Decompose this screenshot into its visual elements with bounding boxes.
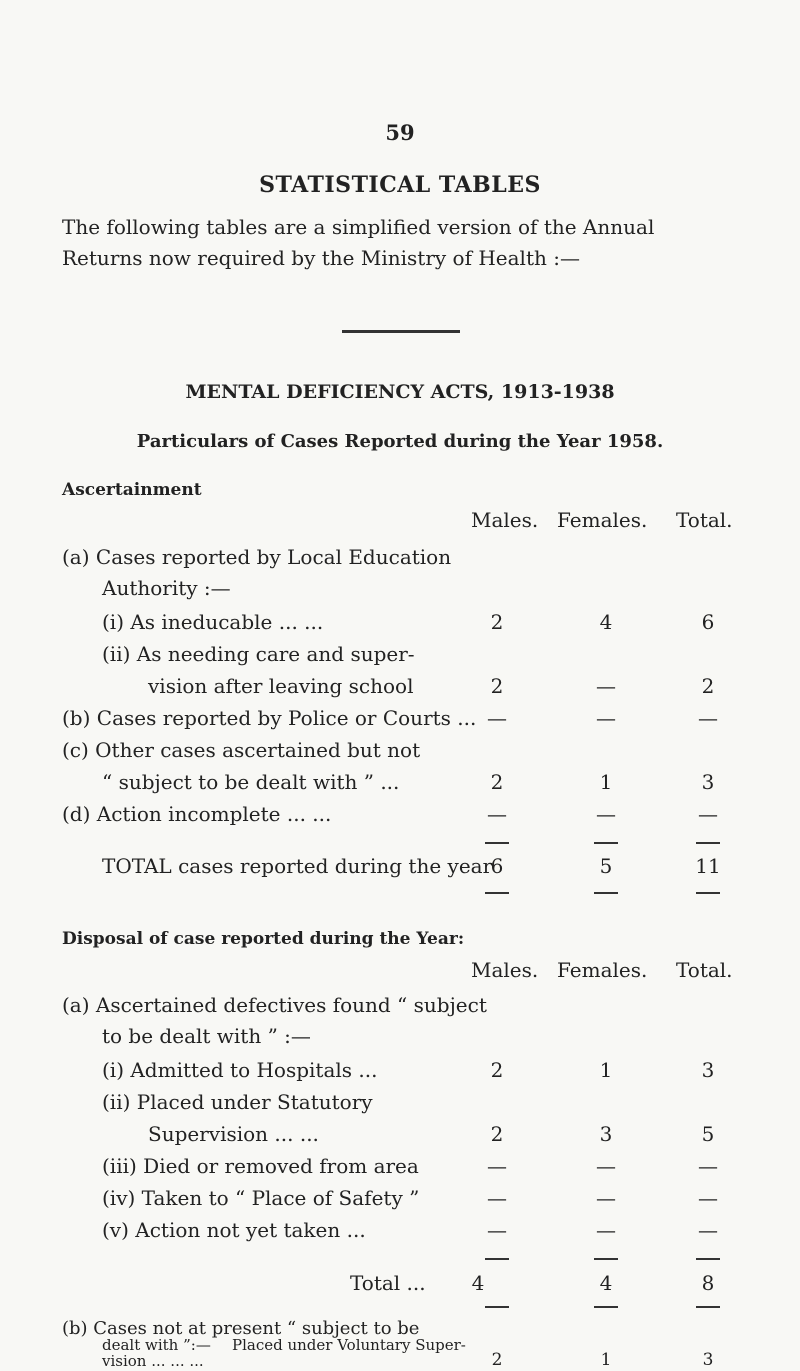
asc-ii-total: 2 bbox=[701, 674, 715, 698]
section-divider bbox=[342, 330, 460, 333]
asc-b-males: — bbox=[487, 706, 507, 730]
asc-c-males: 2 bbox=[490, 770, 504, 794]
disp-ii-females: 3 bbox=[599, 1122, 613, 1146]
disp-total-males: 4 bbox=[471, 1271, 485, 1295]
asc-c-line1: (c) Other cases ascertained but not bbox=[62, 738, 421, 762]
asc-d-females: — bbox=[596, 802, 616, 826]
disp-iv-label: (iv) Taken to “ Place of Safety ” bbox=[102, 1186, 420, 1210]
disp-b-line4: vision ... ... ... bbox=[102, 1352, 204, 1370]
disp-b-line1: (b) Cases not at present “ subject to be bbox=[62, 1318, 420, 1339]
disposal-heading: Disposal of case reported during the Year: bbox=[62, 929, 465, 949]
asc-total-total: 11 bbox=[695, 854, 721, 878]
asc-total-label: TOTAL cases reported during the year bbox=[102, 854, 493, 878]
disp-total-females: 4 bbox=[599, 1271, 613, 1295]
asc-rule-males-bottom bbox=[485, 892, 509, 894]
disp-iii-males: — bbox=[487, 1154, 507, 1178]
col-males-header: Males. bbox=[471, 508, 539, 532]
disp-total-total: 8 bbox=[701, 1271, 715, 1295]
disp-v-label: (v) Action not yet taken ... bbox=[102, 1218, 366, 1242]
page-number: 59 bbox=[385, 120, 415, 145]
asc-rule-females-top bbox=[594, 842, 618, 844]
asc-rule-total-bottom bbox=[696, 892, 720, 894]
intro-line-2: Returns now required by the Ministry of Health :— bbox=[62, 246, 580, 270]
disp-iv-males: — bbox=[487, 1186, 507, 1210]
disp-iv-females: — bbox=[596, 1186, 616, 1210]
asc-a-line2: Authority :— bbox=[102, 576, 231, 600]
disp-i-females: 1 bbox=[599, 1058, 613, 1082]
col-total-header: Total. bbox=[676, 508, 733, 532]
disp-ii-line1: (ii) Placed under Statutory bbox=[102, 1090, 373, 1114]
disp-b-total: 3 bbox=[702, 1350, 714, 1370]
asc-c-line2: “ subject to be dealt with ” ... bbox=[102, 770, 400, 794]
disposal-col-total-header: Total. bbox=[676, 958, 733, 982]
disp-total-label: Total ... bbox=[350, 1271, 426, 1295]
disp-ii-line2: Supervision ... ... bbox=[148, 1122, 319, 1146]
asc-i-label: (i) As ineducable ... ... bbox=[102, 610, 324, 634]
disp-rule-total-bottom bbox=[696, 1306, 720, 1308]
disp-iv-total: — bbox=[698, 1186, 718, 1210]
intro-line-1: The following tables are a simplified version of the Annual bbox=[62, 215, 655, 239]
disp-i-label: (i) Admitted to Hospitals ... bbox=[102, 1058, 378, 1082]
asc-rule-males-top bbox=[485, 842, 509, 844]
disp-rule-males-top bbox=[485, 1258, 509, 1260]
ascertainment-heading: Ascertainment bbox=[62, 480, 202, 500]
disp-iii-label: (iii) Died or removed from area bbox=[102, 1154, 419, 1178]
disp-v-total: — bbox=[698, 1218, 718, 1242]
disposal-col-females-header: Females. bbox=[557, 958, 648, 982]
disp-ii-males: 2 bbox=[490, 1122, 504, 1146]
asc-i-total: 6 bbox=[701, 610, 715, 634]
disp-i-males: 2 bbox=[490, 1058, 504, 1082]
asc-ii-line2: vision after leaving school bbox=[148, 674, 414, 698]
act-heading: MENTAL DEFICIENCY ACTS, 1913-1938 bbox=[185, 381, 615, 403]
disp-b-line3: Placed under Voluntary Super- bbox=[232, 1336, 466, 1354]
disp-b-line2: dealt with ”:— bbox=[102, 1336, 211, 1354]
asc-ii-line1: (ii) As needing care and super- bbox=[102, 642, 415, 666]
disp-rule-females-bottom bbox=[594, 1306, 618, 1308]
asc-b-total: — bbox=[698, 706, 718, 730]
particulars-heading: Particulars of Cases Reported during the Year 1958. bbox=[136, 431, 664, 452]
asc-d-males: — bbox=[487, 802, 507, 826]
asc-b-females: — bbox=[596, 706, 616, 730]
asc-a-line1: (a) Cases reported by Local Education bbox=[62, 545, 452, 569]
asc-b-label: (b) Cases reported by Police or Courts ... bbox=[62, 706, 477, 730]
col-females-header: Females. bbox=[557, 508, 648, 532]
asc-rule-total-top bbox=[696, 842, 720, 844]
asc-rule-females-bottom bbox=[594, 892, 618, 894]
asc-d-label: (d) Action incomplete ... ... bbox=[62, 802, 332, 826]
asc-i-females: 4 bbox=[599, 610, 613, 634]
disp-v-females: — bbox=[596, 1218, 616, 1242]
disp-v-males: — bbox=[487, 1218, 507, 1242]
disp-b-males: 2 bbox=[491, 1350, 503, 1370]
asc-ii-females: — bbox=[596, 674, 616, 698]
disp-b-females: 1 bbox=[600, 1350, 612, 1370]
asc-c-total: 3 bbox=[701, 770, 715, 794]
asc-c-females: 1 bbox=[599, 770, 613, 794]
asc-d-total: — bbox=[698, 802, 718, 826]
asc-total-females: 5 bbox=[599, 854, 613, 878]
disp-rule-total-top bbox=[696, 1258, 720, 1260]
asc-i-males: 2 bbox=[490, 610, 504, 634]
page-title: STATISTICAL TABLES bbox=[259, 172, 541, 198]
asc-total-males: 6 bbox=[490, 854, 504, 878]
disposal-col-males-header: Males. bbox=[471, 958, 539, 982]
asc-ii-males: 2 bbox=[490, 674, 504, 698]
disp-rule-males-bottom bbox=[485, 1306, 509, 1308]
disp-i-total: 3 bbox=[701, 1058, 715, 1082]
disp-rule-females-top bbox=[594, 1258, 618, 1260]
disp-ii-total: 5 bbox=[701, 1122, 715, 1146]
disp-iii-total: — bbox=[698, 1154, 718, 1178]
disp-a-line1: (a) Ascertained defectives found “ subject bbox=[62, 993, 487, 1017]
disp-iii-females: — bbox=[596, 1154, 616, 1178]
disp-a-line2: to be dealt with ” :— bbox=[102, 1024, 311, 1048]
